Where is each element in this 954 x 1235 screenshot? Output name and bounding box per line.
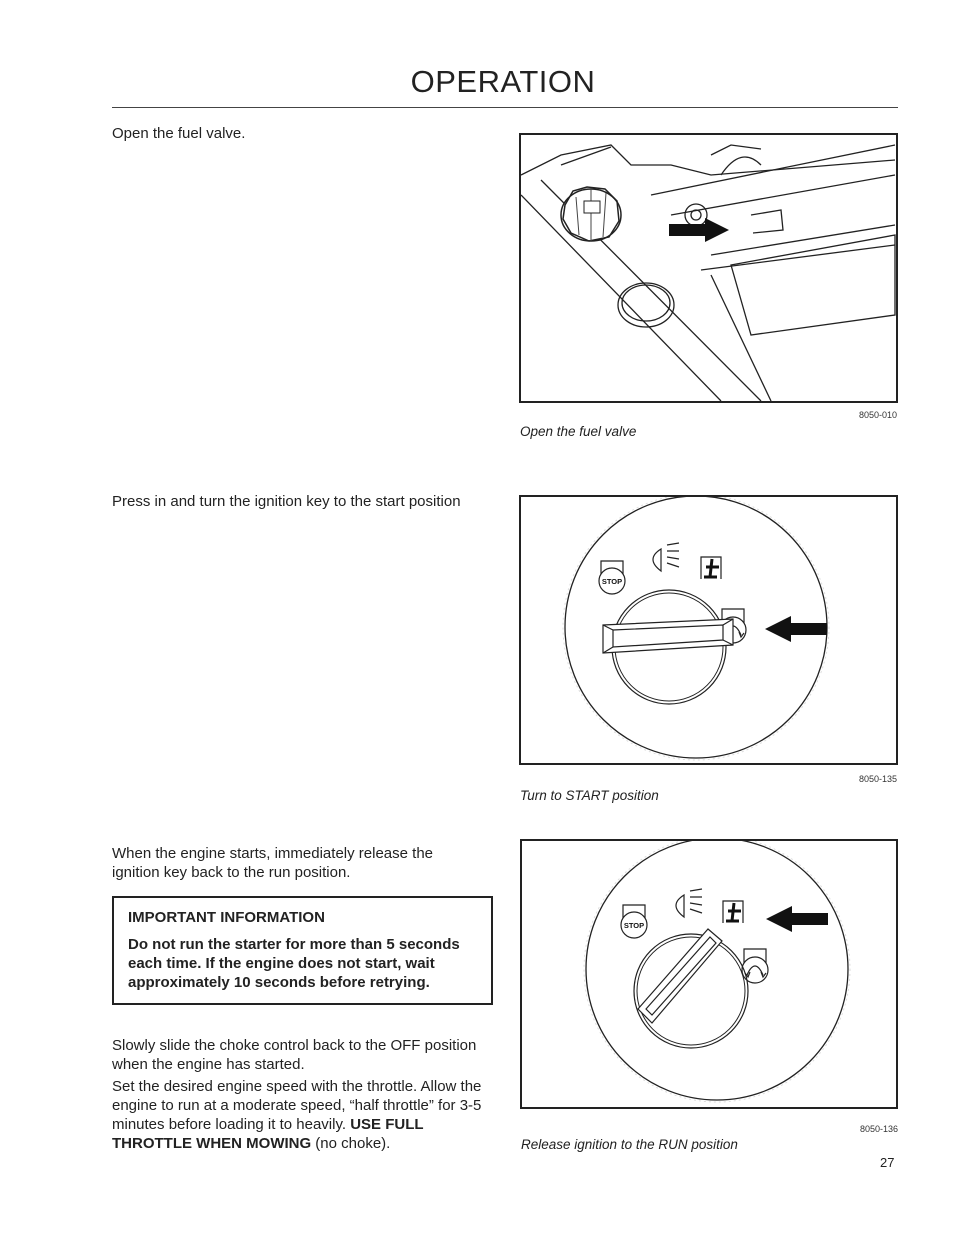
figure-code: 8050-135 — [858, 774, 897, 784]
notice-body: Do not run the starter for more than 5 seconds each time. If the engine does not start, wait approximately 10 seconds before retrying. — [128, 936, 460, 991]
figure-caption: Open the fuel valve — [520, 424, 637, 439]
ignition-start-figure — [519, 495, 898, 765]
throttle-instruction — [112, 1077, 492, 1153]
fuel-valve-illustration — [521, 135, 896, 401]
arrow-left-icon — [766, 906, 828, 932]
ignition-instruction: Press in and turn the ignition key to the start position — [112, 493, 461, 510]
release-instruction: When the engine starts, immediately release the ignition key back to the run position. — [112, 845, 433, 881]
ignition-key — [603, 619, 733, 653]
stop-label: STOP — [623, 921, 645, 930]
stop-icon — [621, 905, 647, 938]
choke-instruction: Slowly slide the choke control back to the OFF position when the engine has started. — [112, 1037, 477, 1073]
page-number: 27 — [880, 1155, 895, 1170]
throttle-warning: USE FULL THROTTLE WHEN MOWING — [112, 1116, 424, 1152]
ignition-run-figure — [520, 839, 898, 1109]
arrow-left-icon — [765, 616, 827, 642]
throttle-text: Set the desired engine speed with the throttle. Allow the engine to run at a moderate speed, “half throttle” for 3-5 minutes before loading it to heavily. — [112, 1078, 482, 1133]
figure-code: 8050-136 — [859, 1124, 898, 1134]
fuel-valve-instruction: Open the fuel valve. — [112, 125, 246, 142]
page-title: OPERATION — [410, 64, 596, 99]
arrow-right-icon — [669, 218, 729, 242]
important-information-box — [112, 896, 493, 1005]
figure-code: 8050-010 — [858, 410, 897, 420]
title-divider — [112, 107, 898, 108]
ignition-key — [638, 929, 722, 1023]
run-icon — [723, 901, 743, 923]
fuel-valve-figure — [519, 133, 898, 403]
run-icon — [701, 557, 721, 579]
figure-caption: Turn to START position — [520, 788, 659, 803]
ignition-run-illustration — [522, 841, 896, 1107]
ignition-switch-illustration — [521, 497, 896, 763]
stop-icon — [599, 561, 625, 594]
stop-label: STOP — [601, 577, 623, 586]
notice-title: IMPORTANT INFORMATION — [128, 909, 325, 926]
fuel-cap-icon — [561, 187, 621, 241]
figure-caption: Release ignition to the RUN position — [521, 1137, 738, 1152]
throttle-text-end: (no choke). — [311, 1135, 391, 1152]
headlight-icon — [676, 889, 702, 917]
headlight-icon — [653, 543, 679, 571]
